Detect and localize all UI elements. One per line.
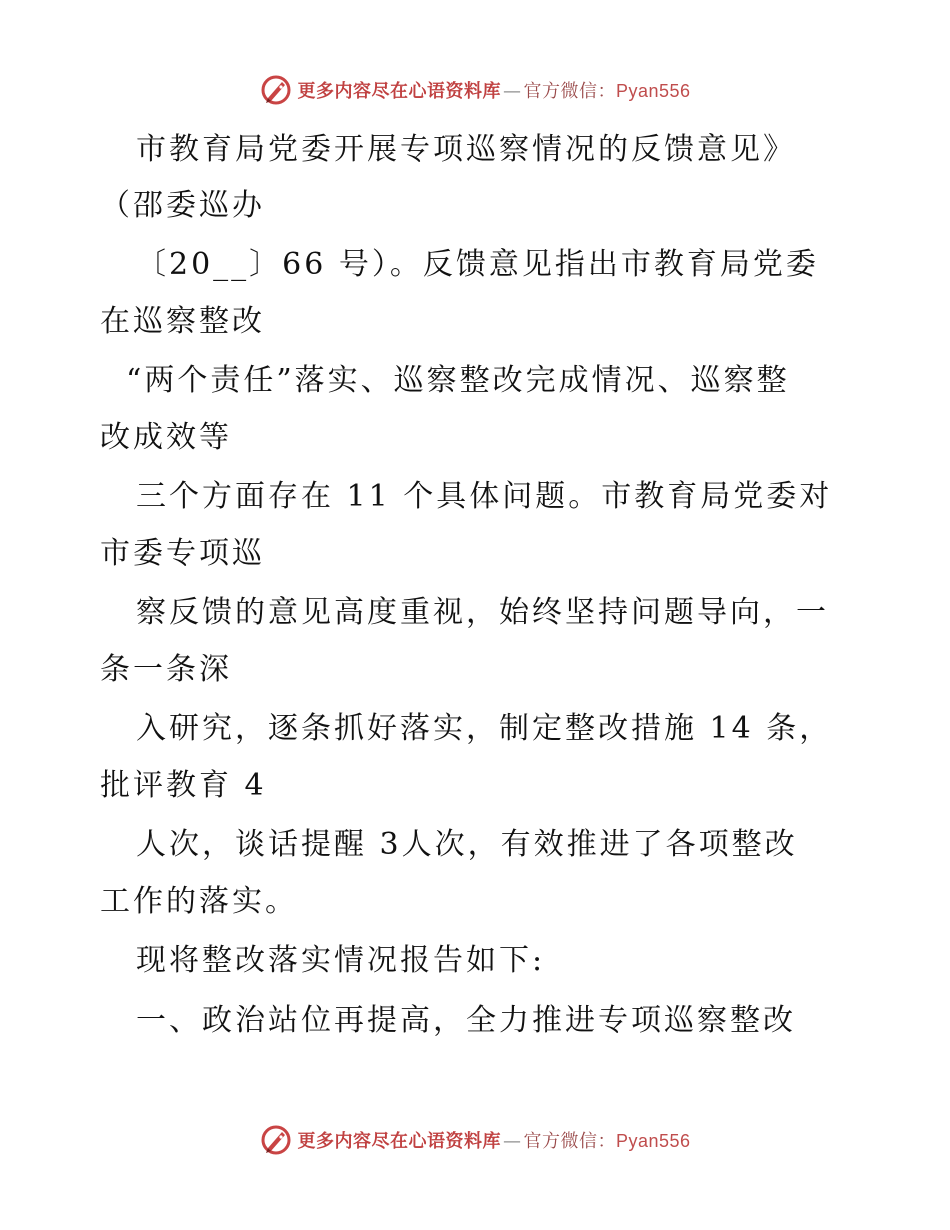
body-line: 一、政治站位再提高，全力推进专项巡察整改	[136, 1003, 796, 1038]
body-line: “两个责任”落实、巡察整改完成情况、巡察整	[126, 363, 790, 398]
body-line: 入研究，逐条抓好落实，制定整改措施 14 条，	[136, 711, 833, 746]
body-line: 工作的落实。	[100, 884, 298, 919]
body-line: （邵委巡办	[100, 188, 265, 223]
watermark-wechat-label: 官方微信：	[523, 81, 616, 102]
watermark-wechat-id: Pyan556	[615, 1131, 691, 1151]
body-line: 批评教育 4	[100, 768, 267, 803]
pen-logo-icon	[259, 1123, 293, 1157]
body-line: 市委专项巡	[100, 536, 265, 571]
watermark-brand: 更多内容尽在心语资料库	[297, 1131, 501, 1152]
footer-watermark	[259, 1123, 690, 1157]
watermark-text	[297, 1127, 690, 1153]
watermark-dash: —	[502, 1131, 522, 1152]
body-line: 〔20__〕66 号）。反馈意见指出市教育局党委	[136, 247, 819, 282]
watermark-wechat-id: Pyan556	[615, 81, 691, 101]
body-line: 条一条深	[100, 652, 232, 687]
body-line: 在巡察整改	[100, 304, 265, 339]
body-line: 察反馈的意见高度重视，始终坚持问题导向，一	[136, 595, 829, 630]
body-line: 改成效等	[100, 420, 232, 455]
body-line: 人次，谈话提醒 3人次，有效推进了各项整改	[136, 827, 798, 862]
watermark-wechat-label: 官方微信：	[523, 1131, 616, 1152]
watermark-dash: —	[502, 81, 522, 102]
body-line: 三个方面存在 11 个具体问题。市教育局党委对	[136, 479, 833, 514]
body-line: 市教育局党委开展专项巡察情况的反馈意见》	[136, 132, 796, 167]
watermark-brand: 更多内容尽在心语资料库	[297, 81, 501, 102]
body-line: 现将整改落实情况报告如下:	[136, 943, 546, 978]
footer-watermark-banner	[0, 1120, 950, 1160]
